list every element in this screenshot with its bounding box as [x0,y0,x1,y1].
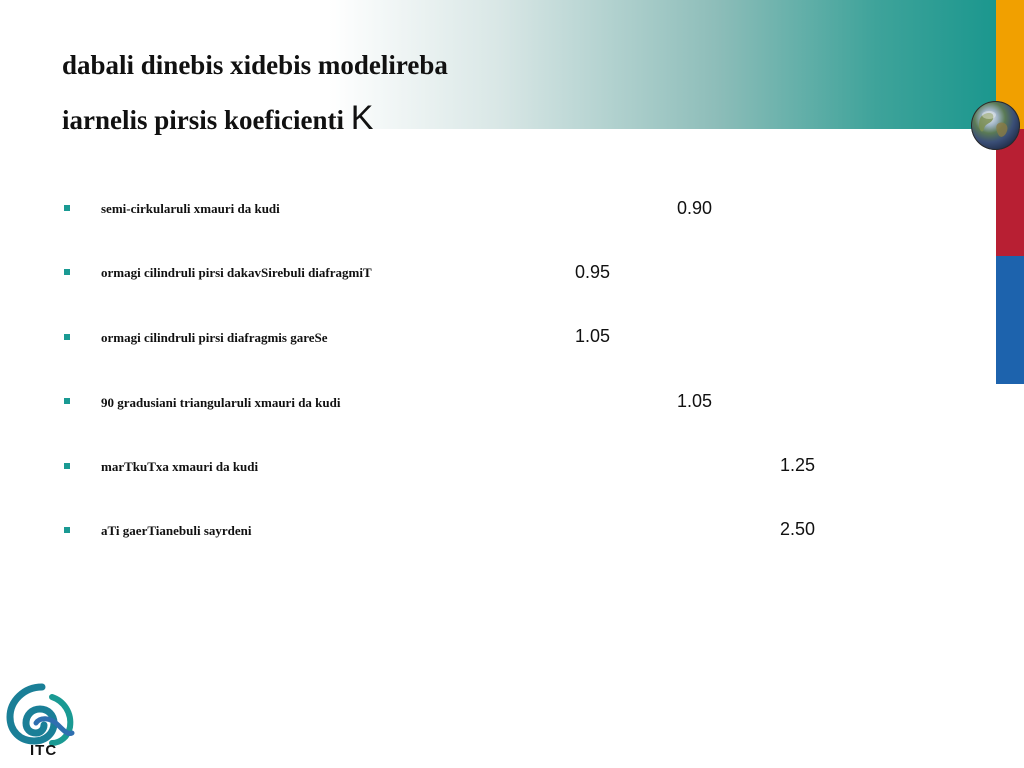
bullet-icon [64,334,70,340]
page-title: dabali dinebis xidebis modelireba [62,50,448,80]
bullet-icon [64,463,70,469]
item-value: 2.50 [780,519,816,539]
item-value: 0.95 [575,262,611,282]
logo-text: ITC [30,742,58,759]
k-symbol: K [350,99,374,137]
item-value: 1.05 [677,391,713,411]
item-label: 90 gradusiani triangularuli xmauri da kudi [101,395,341,410]
item-value: 1.05 [575,326,611,346]
bullet-icon [64,269,70,275]
bullet-icon [64,205,70,211]
page-subtitle [62,99,373,138]
bullet-icon [64,527,70,533]
blue-strip [996,256,1024,384]
item-value: 1.25 [780,455,816,475]
item-label: aTi gaerTianebuli sayrdeni [101,523,252,538]
item-value: 0.90 [677,198,713,218]
bullet-icon [64,398,70,404]
subtitle-text: iarnelis pirsis koeficienti [62,105,344,135]
item-label: ormagi cilindruli pirsi dakavSirebuli diafragmiT [101,265,372,280]
item-label: ormagi cilindruli pirsi diafragmis gareSe [101,330,328,345]
item-label: marTkuTxa xmauri da kudi [101,459,259,474]
globe-icon [971,101,1020,150]
item-label: semi-cirkularuli xmauri da kudi [101,201,280,216]
